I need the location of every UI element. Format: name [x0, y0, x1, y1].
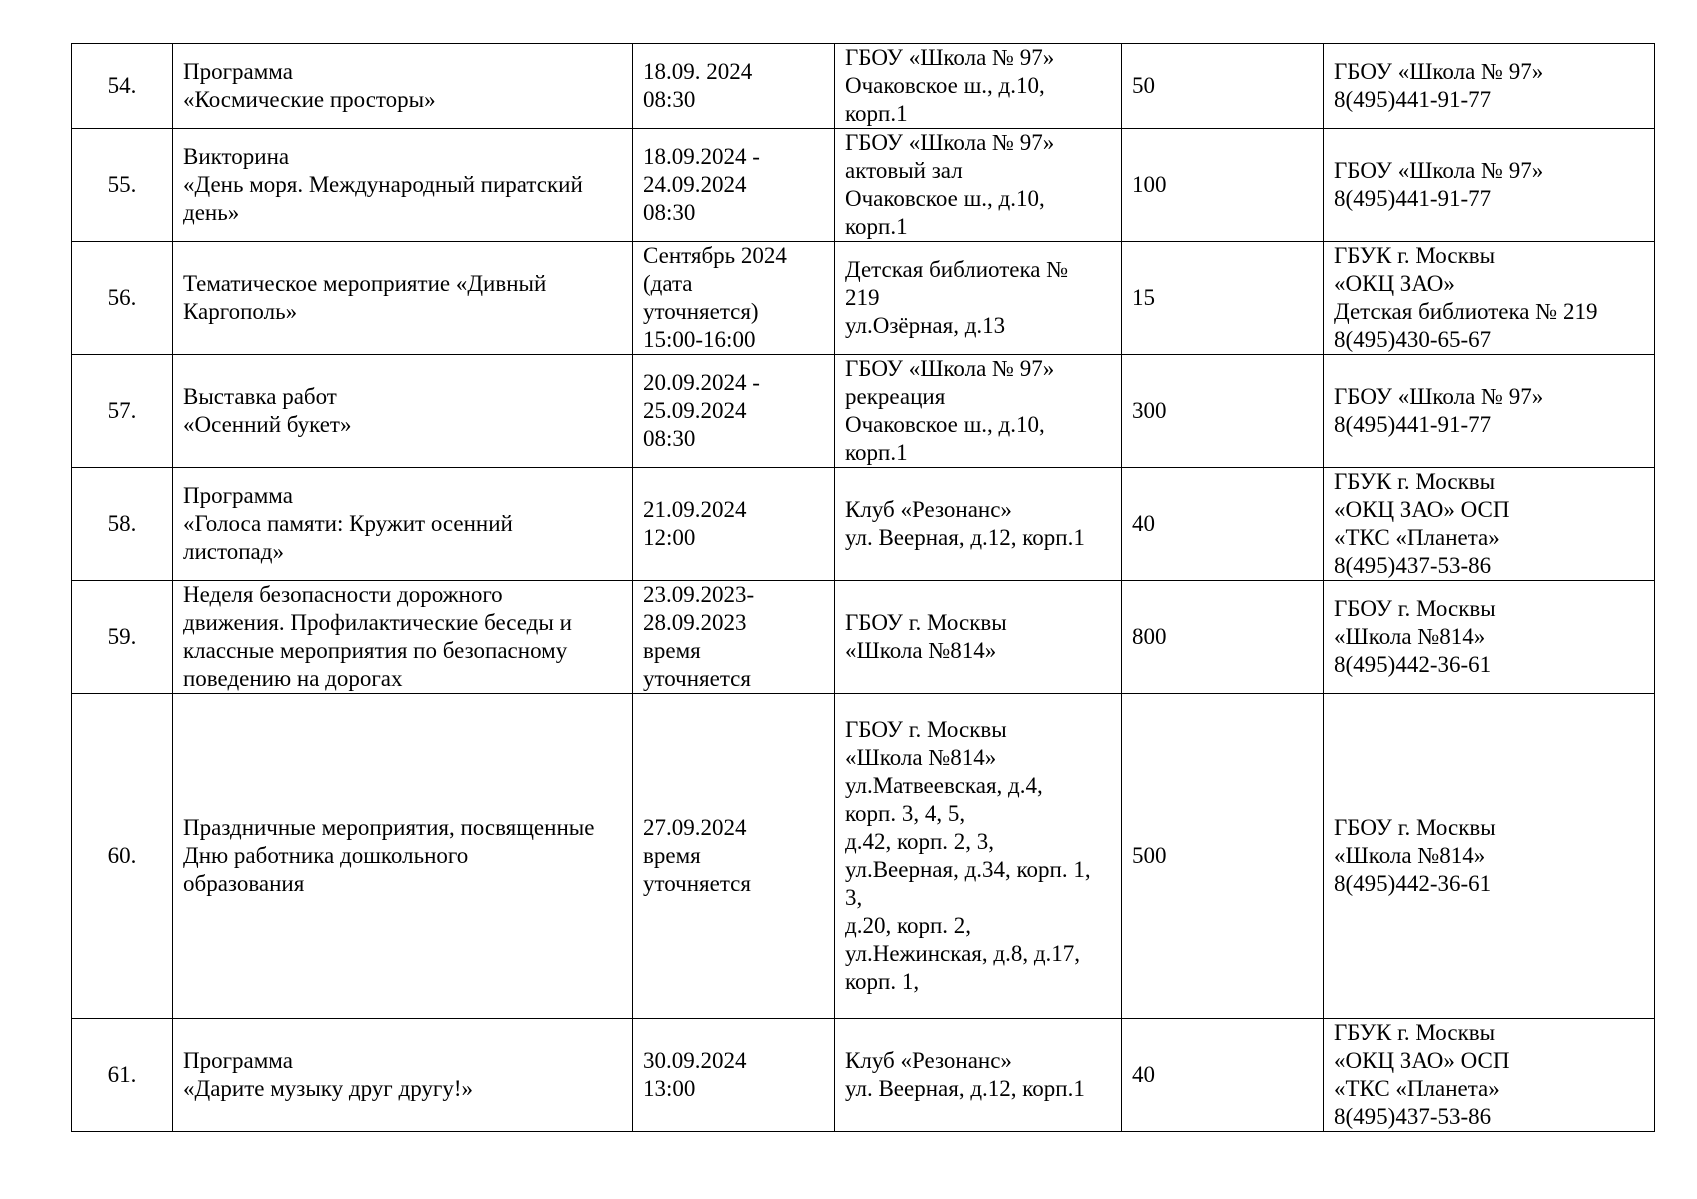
event-place: Клуб «Резонанс» ул. Веерная, д.12, корп.1 — [835, 468, 1122, 581]
event-date: 23.09.2023- 28.09.2023 время уточняется — [633, 581, 835, 694]
event-place: ГБОУ г. Москвы «Школа №814» — [835, 581, 1122, 694]
event-date: 18.09.2024 - 24.09.2024 08:30 — [633, 129, 835, 242]
table-row — [72, 1019, 1655, 1132]
row-number: 61. — [72, 1019, 173, 1132]
table-row — [72, 242, 1655, 355]
event-date: Сентябрь 2024 (дата уточняется) 15:00-16:00 — [633, 242, 835, 355]
row-number: 55. — [72, 129, 173, 242]
organizer-contact: ГБУК г. Москвы «ОКЦ ЗАО» ОСП «ТКС «Планета» 8(495)437-53-86 — [1324, 468, 1655, 581]
event-name: Выставка работ «Осенний букет» — [173, 355, 633, 468]
event-place: ГБОУ «Школа № 97» актовый зал Очаковское ш., д.10, корп.1 — [835, 129, 1122, 242]
event-place: ГБОУ г. Москвы «Школа №814» ул.Матвеевская, д.4, корп. 3, 4, 5, д.42, корп. 2, 3, ул.Веерная, д.34, корп. 1, 3, д.20, корп. 2, ул.Нежинская, д.8, д.17, корп. 1, — [835, 694, 1122, 1019]
participant-count: 800 — [1122, 581, 1324, 694]
organizer-contact: ГБОУ г. Москвы «Школа №814» 8(495)442-36-61 — [1324, 581, 1655, 694]
event-name: Программа «Космические просторы» — [173, 44, 633, 129]
event-place: Клуб «Резонанс» ул. Веерная, д.12, корп.1 — [835, 1019, 1122, 1132]
table-row — [72, 468, 1655, 581]
organizer-contact: ГБОУ г. Москвы «Школа №814» 8(495)442-36-61 — [1324, 694, 1655, 1019]
event-name: Программа «Дарите музыку друг другу!» — [173, 1019, 633, 1132]
table-row — [72, 581, 1655, 694]
event-date: 20.09.2024 - 25.09.2024 08:30 — [633, 355, 835, 468]
organizer-contact: ГБОУ «Школа № 97» 8(495)441-91-77 — [1324, 355, 1655, 468]
table-row — [72, 694, 1655, 1019]
event-date: 30.09.2024 13:00 — [633, 1019, 835, 1132]
event-name: Праздничные мероприятия, посвященные Дню работника дошкольного образования — [173, 694, 633, 1019]
organizer-contact: ГБУК г. Москвы «ОКЦ ЗАО» ОСП «ТКС «Планета» 8(495)437-53-86 — [1324, 1019, 1655, 1132]
events-table — [71, 43, 1655, 1132]
participant-count: 500 — [1122, 694, 1324, 1019]
organizer-contact: ГБОУ «Школа № 97» 8(495)441-91-77 — [1324, 129, 1655, 242]
row-number: 58. — [72, 468, 173, 581]
event-name: Тематическое мероприятие «Дивный Каргополь» — [173, 242, 633, 355]
row-number: 56. — [72, 242, 173, 355]
event-place: Детская библиотека № 219 ул.Озёрная, д.13 — [835, 242, 1122, 355]
organizer-contact: ГБУК г. Москвы «ОКЦ ЗАО» Детская библиотека № 219 8(495)430-65-67 — [1324, 242, 1655, 355]
participant-count: 100 — [1122, 129, 1324, 242]
event-place: ГБОУ «Школа № 97» Очаковское ш., д.10, корп.1 — [835, 44, 1122, 129]
row-number: 60. — [72, 694, 173, 1019]
event-name: Неделя безопасности дорожного движения. Профилактические беседы и классные мероприятия по безопасному поведению на дорогах — [173, 581, 633, 694]
participant-count: 300 — [1122, 355, 1324, 468]
row-number: 57. — [72, 355, 173, 468]
participant-count: 40 — [1122, 1019, 1324, 1132]
event-date: 18.09. 2024 08:30 — [633, 44, 835, 129]
event-name: Викторина «День моря. Международный пиратский день» — [173, 129, 633, 242]
event-date: 27.09.2024 время уточняется — [633, 694, 835, 1019]
event-date: 21.09.2024 12:00 — [633, 468, 835, 581]
participant-count: 40 — [1122, 468, 1324, 581]
row-number: 59. — [72, 581, 173, 694]
row-number: 54. — [72, 44, 173, 129]
table-row — [72, 44, 1655, 129]
event-place: ГБОУ «Школа № 97» рекреация Очаковское ш., д.10, корп.1 — [835, 355, 1122, 468]
table-row — [72, 355, 1655, 468]
event-name: Программа «Голоса памяти: Кружит осенний листопад» — [173, 468, 633, 581]
participant-count: 50 — [1122, 44, 1324, 129]
participant-count: 15 — [1122, 242, 1324, 355]
table-row — [72, 129, 1655, 242]
organizer-contact: ГБОУ «Школа № 97» 8(495)441-91-77 — [1324, 44, 1655, 129]
